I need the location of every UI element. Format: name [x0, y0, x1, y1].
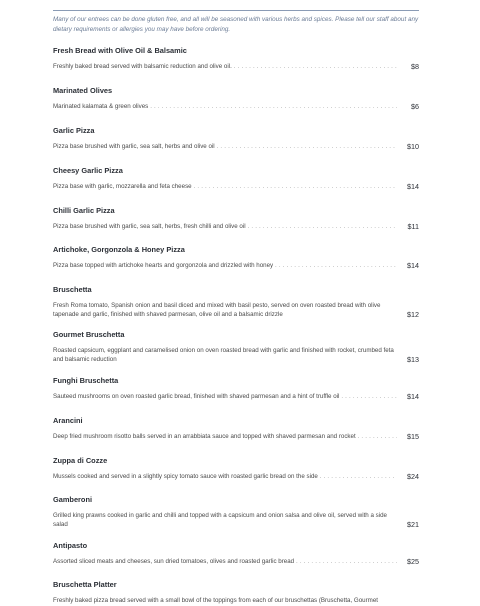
- item-name: Zuppa di Cozze: [53, 456, 108, 465]
- item-price: $15: [407, 432, 419, 441]
- item-price: $21: [407, 519, 419, 529]
- menu-item: [53, 416, 419, 442]
- item-name: Marinated Olives: [53, 86, 113, 95]
- menu-item: [53, 456, 419, 482]
- item-name: Funghi Bruschetta: [53, 376, 119, 385]
- menu-item: [53, 46, 419, 72]
- menu-item: [53, 166, 419, 192]
- item-description: Pizza base topped with artichoke hearts and gorgonzola and drizzled with honey . . .: [53, 262, 397, 271]
- menu-item: [53, 86, 419, 112]
- item-name: Gourmet Bruschetta: [53, 330, 125, 339]
- menu-item: [53, 580, 419, 606]
- item-name: Gamberoni: [53, 495, 93, 504]
- top-divider: [53, 10, 419, 11]
- menu-item: [53, 285, 419, 319]
- item-price: $6: [411, 102, 419, 111]
- item-price: $10: [407, 142, 419, 151]
- menu-item: [53, 245, 419, 271]
- item-description: Pizza base brushed with garlic, sea salt, herbs, fresh chilli and olive oil . . .: [53, 223, 397, 232]
- item-price: $25: [407, 557, 419, 566]
- menu-intro-note: Many of our entrees can be done gluten free, and all will be seasoned with various herbs and spices. Please tell our staff about any dietary requirements or allergies you may have before ordering.: [53, 16, 419, 33]
- item-description: Pizza base with garlic, mozzarella and feta cheese . . .: [53, 183, 397, 192]
- item-name: Fresh Bread with Olive Oil & Balsamic: [53, 46, 187, 55]
- item-price: $14: [407, 392, 419, 401]
- item-description: Deep fried mushroom risotto balls served in an arrabbiata sauce and topped with shaved parmesan and rocket . . .: [53, 433, 397, 442]
- item-description: Roasted capsicum, eggplant and caramelised onion on oven roasted bread with garlic and finished with rocket, crumbed feta and balsamic reduction: [53, 347, 394, 363]
- item-price: $14: [407, 182, 419, 191]
- item-name: Bruschetta Platter: [53, 580, 117, 589]
- menu-item: [53, 206, 419, 232]
- item-price: $11: [407, 222, 419, 231]
- menu-item: [53, 376, 419, 402]
- item-name: Cheesy Garlic Pizza: [53, 166, 123, 175]
- item-name: Garlic Pizza: [53, 126, 95, 135]
- item-price: $24: [407, 472, 419, 481]
- item-name: Antipasto: [53, 541, 88, 550]
- item-description: Grilled king prawns cooked in garlic and chilli and topped with a capsicum and onion salsa and olive oil, served with a side salad: [53, 512, 387, 528]
- item-price: $14: [407, 261, 419, 270]
- item-description: Assorted sliced meats and cheeses, sun dried tomatoes, olives and roasted garlic bread . . .: [53, 558, 397, 567]
- item-price: $13: [407, 354, 419, 364]
- item-description: Freshly baked bread served with balsamic reduction and olive oil. . . .: [53, 63, 397, 72]
- menu-item: [53, 541, 419, 567]
- item-name: Artichoke, Gorgonzola & Honey Pizza: [53, 245, 185, 254]
- item-price: $8: [411, 62, 419, 71]
- item-description: Fresh Roma tomato, Spanish onion and basil diced and mixed with basil pesto, served on oven roasted bread with olive tapenade and garlic, finished with shaved parmesan, olive oil and a balsamic drizzle: [53, 302, 381, 318]
- item-name: Arancini: [53, 416, 83, 425]
- menu-item: [53, 330, 419, 364]
- item-description: Mussels cooked and served in a slightly spicy tomato sauce with roasted garlic bread on the side . . .: [53, 473, 397, 482]
- menu-item: [53, 495, 419, 529]
- item-name: Chilli Garlic Pizza: [53, 206, 115, 215]
- item-description: Marinated kalamata & green olives . . .: [53, 103, 397, 112]
- menu-item: [53, 126, 419, 152]
- item-description: Freshly baked pizza bread served with a small bowl of the toppings from each of our bruschettas (Bruschetta, Gourmet: [53, 597, 379, 604]
- item-description: Pizza base brushed with garlic, sea salt, herbs and olive oil . . .: [53, 143, 397, 152]
- item-price: $12: [407, 309, 419, 319]
- item-description: Sauteed mushrooms on oven roasted garlic bread, finished with shaved parmesan and a hint of truffle oil . . .: [53, 393, 397, 402]
- item-name: Bruschetta: [53, 285, 92, 294]
